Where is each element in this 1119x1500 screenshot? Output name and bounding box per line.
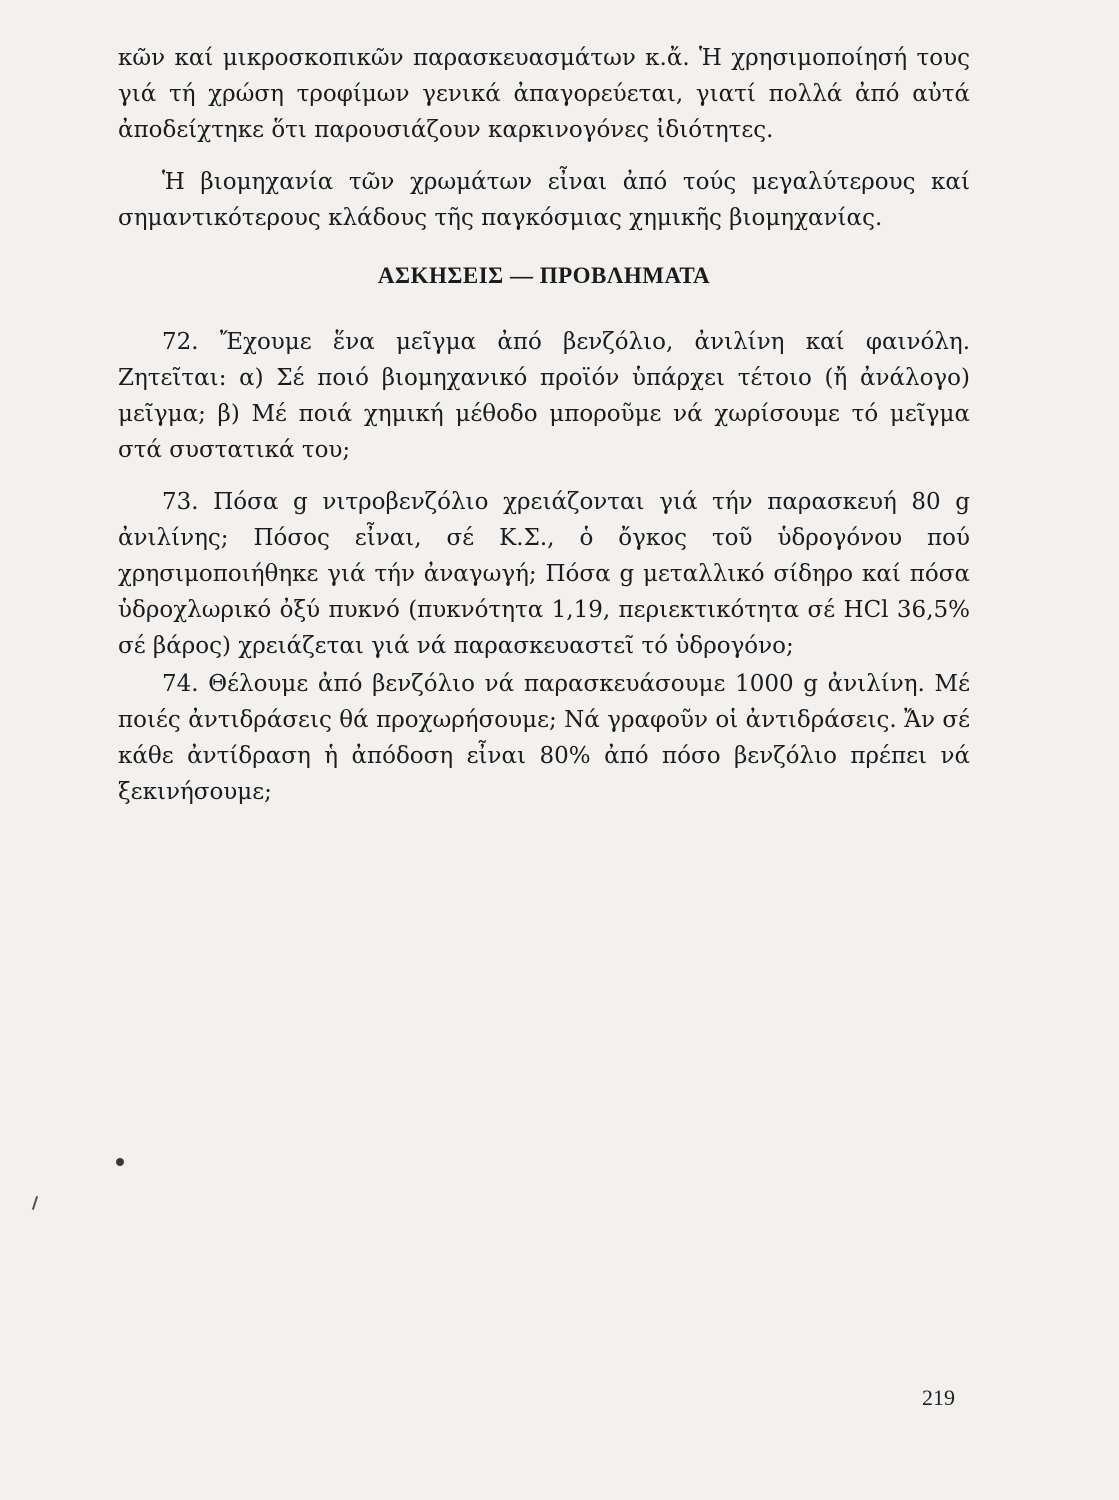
exercise-number: 74.: [162, 671, 199, 697]
exercise-number: 73.: [162, 489, 199, 515]
exercise-74: [118, 666, 970, 810]
exercise-73: [118, 484, 970, 664]
intro-paragraph-2: Ἡ βιομηχανία τῶν χρωμάτων εἶναι ἀπό τούς μεγαλύτερους καί σημαντικότερους κλάδους τῆς παγκόσμιας χημικῆς βιομηχανίας.: [118, 169, 970, 231]
exercise-text: Πόσα g νιτροβενζόλιο χρειάζονται γιά τήν παρασκευή 80 g ἀνιλίνης; Πόσος εἶναι, σέ Κ.Σ., ὁ ὄγκος τοῦ ὑδρογόνου πού χρησιμοποιήθηκε γιά τήν ἀναγωγή; Πόσα g μεταλλικό σίδηρο καί πόσα ὑδροχλωρικό ὀξύ πυκνό (πυκνότητα 1,19, περιεκτικότητα σέ HCl 36,5% σέ βάρος) χρειάζεται γιά νά παρασκευαστεῖ τό ὑδρογόνο;: [118, 489, 971, 659]
exercise-text: Θέλουμε ἀπό βενζόλιο νά παρασκευάσουμε 1000 g ἀνιλίνη. Μέ ποιές ἀντιδράσεις θά προχωρήσουμε; Νά γραφοῦν οἱ ἀντιδράσεις. Ἄν σέ κάθε ἀντίδραση ἡ ἀπόδοση εἶναι 80% ἀπό πόσο βενζόλιο πρέπει νά ξεκινήσουμε;: [118, 671, 970, 805]
section-heading: ΑΣΚΗΣΕΙΣ — ΠΡΟΒΛΗΜΑΤΑ: [377, 263, 711, 288]
exercise-number: 72.: [162, 329, 199, 355]
exercise-72: [118, 324, 970, 468]
page-body: [118, 40, 970, 810]
bullet-mark: [116, 1158, 124, 1166]
exercise-text: Ἔχουμε ἕνα μεῖγμα ἀπό βενζόλιο, ἀνιλίνη καί φαινόλη. Ζητεῖται: α) Σέ ποιό βιομηχανικό προϊόν ὑπάρχει τέτοιο (ἤ ἀνάλογο) μεῖγμα; β) Μέ ποιά χημική μέθοδο μποροῦμε νά χωρίσουμε τό μεῖγμα στά συστατικά του;: [118, 329, 971, 463]
scan-speck: [32, 1196, 38, 1210]
intro-paragraph-1: κῶν καί μικροσκοπικῶν παρασκευασμάτων κ.ἄ. Ἡ χρησιμοποίησή τους γιά τή χρώση τροφίμων γενικά ἀπαγορεύεται, γιατί πολλά ἀπό αὐτά ἀποδείχτηκε ὅτι παρουσιάζουν καρκινογόνες ἰδιότητες.: [118, 45, 970, 143]
page-number: 219: [922, 1385, 955, 1410]
